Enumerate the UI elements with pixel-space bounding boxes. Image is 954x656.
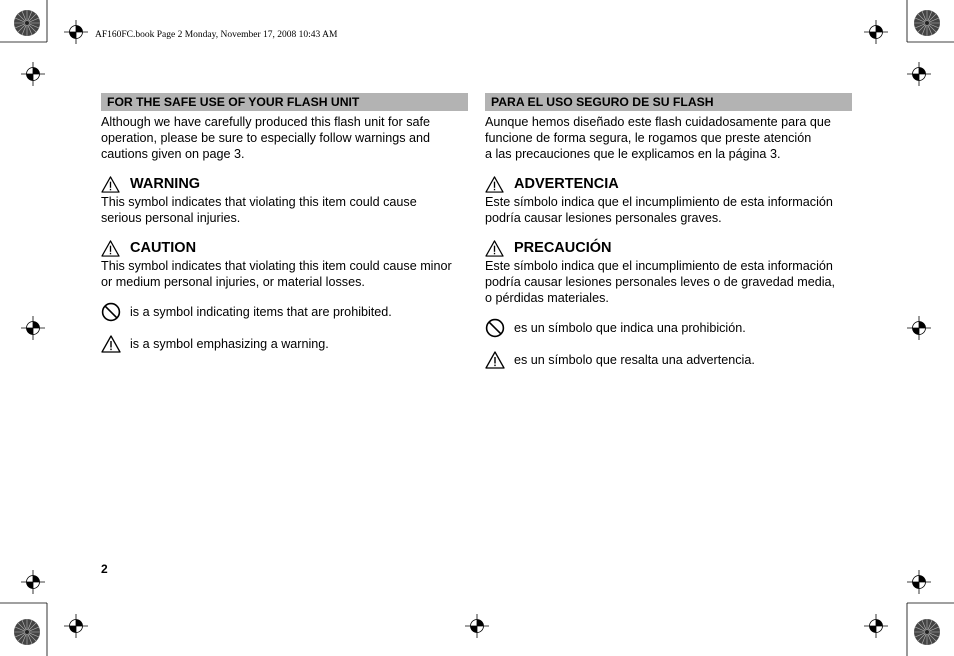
- prohibited-icon: [101, 302, 121, 322]
- registration-mark-icon: [907, 570, 931, 594]
- warning-triangle-icon: [485, 240, 504, 257]
- warning-triangle-icon: [485, 350, 505, 370]
- registration-mark-icon: [864, 614, 888, 638]
- prohibited-symbol-row: is a symbol indicating items that are prohibited.: [101, 302, 468, 322]
- warning-triangle-icon: [101, 176, 120, 193]
- color-target-icon: [13, 618, 41, 646]
- registration-mark-icon: [21, 316, 45, 340]
- registration-mark-icon: [64, 614, 88, 638]
- registration-mark-icon: [64, 20, 88, 44]
- warning-heading: WARNING: [101, 175, 468, 193]
- caution-heading: PRECAUCIÓN: [485, 239, 852, 257]
- english-column: [101, 93, 468, 354]
- registration-mark-icon: [864, 20, 888, 44]
- print-header: AF160FC.book Page 2 Monday, November 17, 2008 10:43 AM: [95, 30, 338, 40]
- warning-description: Este símbolo indica que el incumplimiento de esta información podría causar lesiones personales graves.: [485, 195, 833, 225]
- warning-triangle-icon: [101, 240, 120, 257]
- registration-mark-icon: [907, 316, 931, 340]
- color-target-icon: [913, 9, 941, 37]
- warning-triangle-icon: [485, 176, 504, 193]
- registration-mark-icon: [21, 62, 45, 86]
- prohibited-symbol-row: es un símbolo que indica una prohibición.: [485, 318, 852, 338]
- page-number: 2: [101, 562, 108, 576]
- spanish-column: [485, 93, 852, 370]
- warning-symbol-row: is a symbol emphasizing a warning.: [101, 334, 468, 354]
- warning-description: This symbol indicates that violating this item could cause serious personal injuries.: [101, 195, 417, 225]
- color-target-icon: [13, 9, 41, 37]
- caution-description: This symbol indicates that violating this item could cause minor or medium personal injuries, or material losses.: [101, 259, 452, 289]
- caution-description: Este símbolo indica que el incumplimiento de esta información podría causar lesiones personales leves o de gravedad media, o pérdidas materiales.: [485, 259, 836, 305]
- registration-mark-icon: [465, 614, 489, 638]
- prohibited-icon: [485, 318, 505, 338]
- intro-paragraph: Aunque hemos diseñado este flash cuidadosamente para que funcione de forma segura, le rogamos que preste atención a las precauciones que le explicamos en la página 3.: [485, 115, 831, 161]
- warning-symbol-row: es un símbolo que resalta una advertencia.: [485, 350, 852, 370]
- section-title: FOR THE SAFE USE OF YOUR FLASH UNIT: [101, 93, 468, 111]
- intro-paragraph: Although we have carefully produced this flash unit for safe operation, please be sure to especially follow warnings and cautions given on page 3.: [101, 115, 431, 161]
- registration-mark-icon: [21, 570, 45, 594]
- caution-heading: CAUTION: [101, 239, 468, 257]
- registration-mark-icon: [907, 62, 931, 86]
- warning-heading: ADVERTENCIA: [485, 175, 852, 193]
- color-target-icon: [913, 618, 941, 646]
- section-title: PARA EL USO SEGURO DE SU FLASH: [485, 93, 852, 111]
- warning-triangle-icon: [101, 334, 121, 354]
